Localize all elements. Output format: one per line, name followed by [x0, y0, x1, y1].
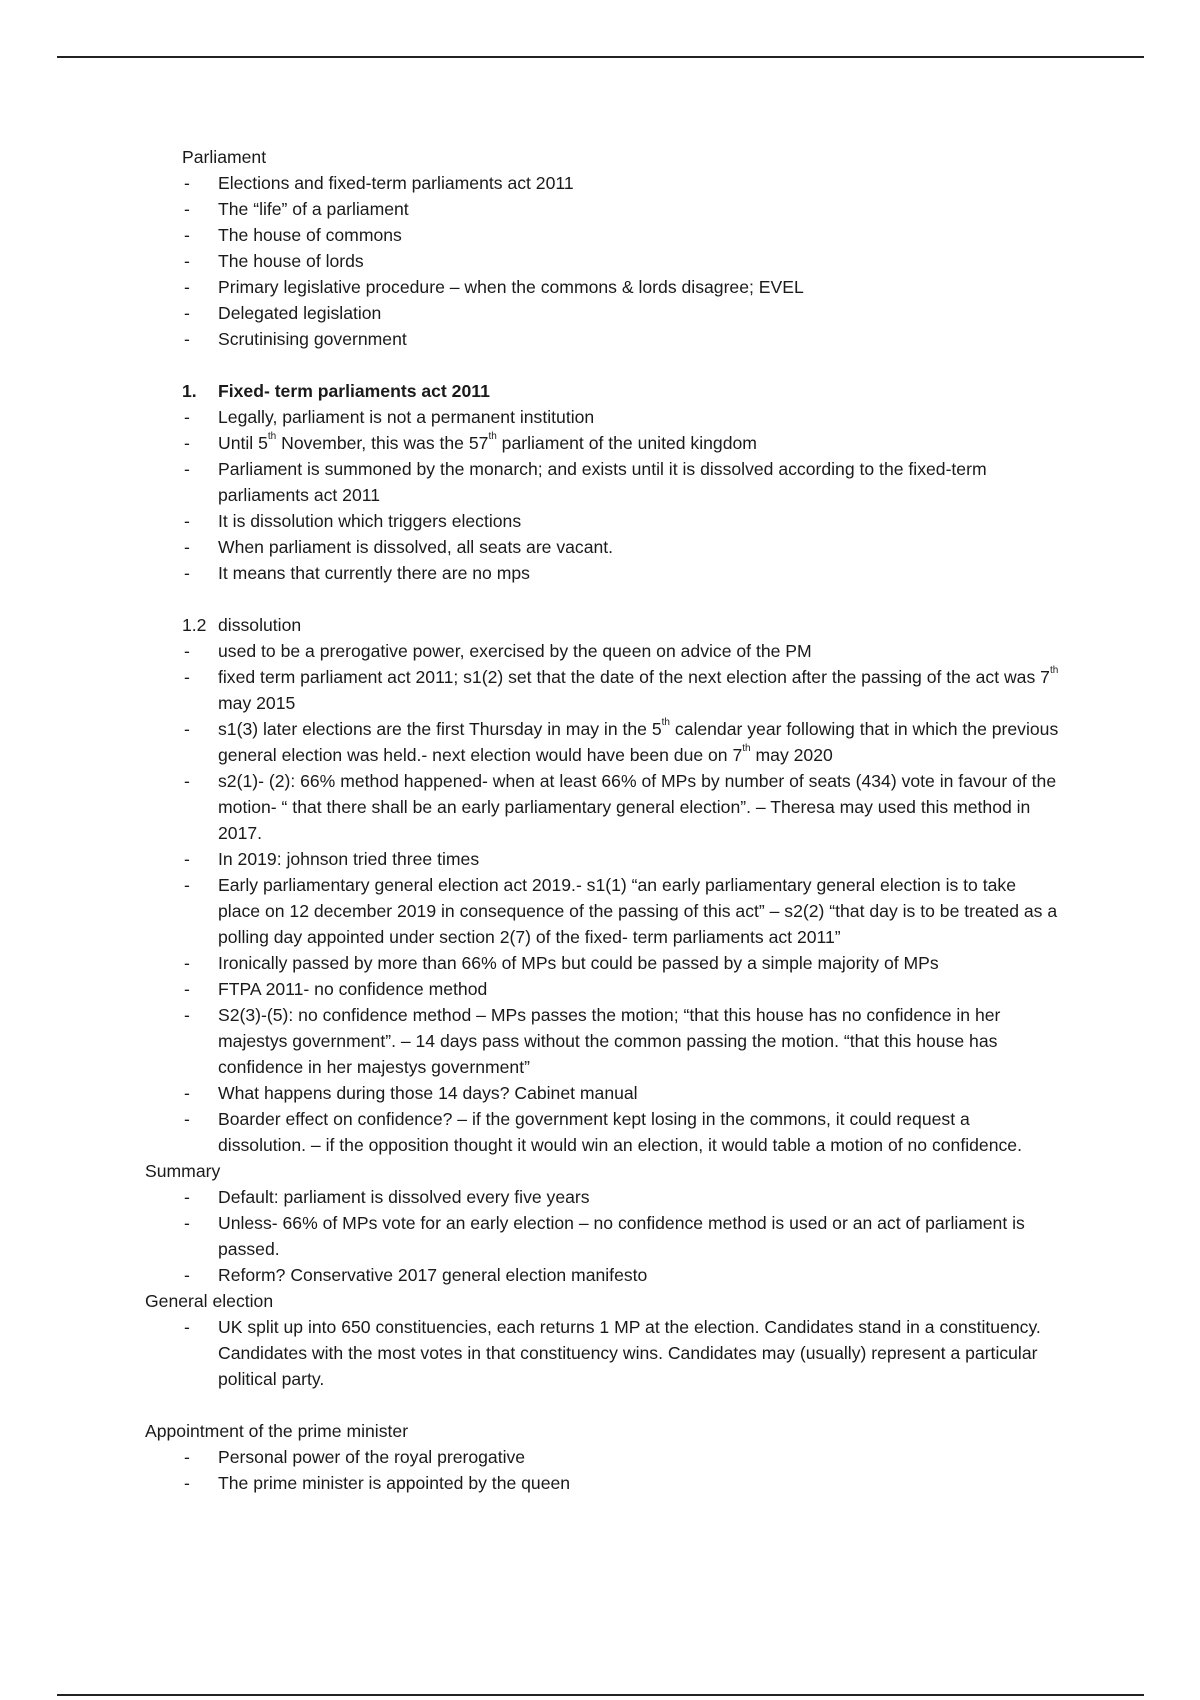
outline-title: Parliament: [182, 147, 267, 167]
list-item: - UK split up into 650 constituencies, each returns 1 MP at the election. Candidates stand in a constituency. Candidates with the most votes in that constituency wins. Candidates may (usually) represent a particular political party.: [0, 1314, 1200, 1392]
list-item: - What happens during those 14 days? Cabinet manual: [0, 1080, 1200, 1106]
general-election-list: [0, 1314, 1200, 1392]
summary-heading: Summary: [145, 1161, 221, 1181]
list-item: - In 2019: johnson tried three times: [0, 846, 1200, 872]
bottom-rule: [57, 1694, 1144, 1696]
bullet-dash: -: [184, 1473, 190, 1493]
list-item: - Primary legislative procedure – when the commons & lords disagree; EVEL: [0, 274, 1200, 300]
summary-list: [0, 1184, 1200, 1288]
bullet-dash: -: [184, 875, 190, 895]
outline-list: [0, 170, 1200, 352]
list-item: - Personal power of the royal prerogative: [0, 1444, 1200, 1470]
bullet-dash: -: [184, 459, 190, 479]
list-item: - The prime minister is appointed by the queen: [0, 1470, 1200, 1496]
list-item: - The house of commons: [0, 222, 1200, 248]
bullet-dash: -: [184, 563, 190, 583]
bullet-dash: -: [184, 1005, 190, 1025]
list-item: - used to be a prerogative power, exercised by the queen on advice of the PM: [0, 638, 1200, 664]
list-item: - When parliament is dissolved, all seats are vacant.: [0, 534, 1200, 560]
general-election-heading: General election: [145, 1291, 274, 1311]
list-item: - The “life” of a parliament: [0, 196, 1200, 222]
bullet-dash: -: [184, 537, 190, 557]
list-item: - Early parliamentary general election act 2019.- s1(1) “an early parliamentary general election is to take place on 12 december 2019 in consequence of the passing of this act” – s2(2) “that day is to be treated as a polling day appointed under section 2(7) of the fixed- term parliaments act 2011”: [0, 872, 1200, 950]
list-item: - fixed term parliament act 2011; s1(2) set that the date of the next election after the passing of the act was 7th may 2015: [184, 665, 1059, 713]
document-body: [0, 144, 1200, 1496]
bullet-dash: -: [184, 1187, 190, 1207]
list-item: - Elections and fixed-term parliaments act 2011: [0, 170, 1200, 196]
list-item: - S2(3)-(5): no confidence method – MPs passes the motion; “that this house has no confidence in her majestys government”. – 14 days pass without the common passing the motion. “that this house has confidence in her majestys government”: [0, 1002, 1200, 1080]
bullet-dash: -: [184, 1213, 190, 1233]
bullet-dash: -: [184, 433, 190, 453]
section-title: dissolution: [218, 615, 302, 635]
section-number: 1.: [182, 381, 197, 401]
bullet-dash: -: [184, 953, 190, 973]
section-1-2-heading: [182, 612, 1200, 638]
bullet-dash: -: [184, 771, 190, 791]
bullet-dash: -: [184, 1265, 190, 1285]
list-item: - Ironically passed by more than 66% of MPs but could be passed by a simple majority of MPs: [0, 950, 1200, 976]
bullet-dash: -: [184, 979, 190, 999]
list-item: - s1(3) later elections are the first Thursday in may in the 5th calendar year following that in which the previous general election was held.- next election would have been due on 7th may 2020: [184, 717, 1059, 765]
list-item: - s2(1)- (2): 66% method happened- when at least 66% of MPs by number of seats (434) vote in favour of the motion- “ that there shall be an early parliamentary general election”. – Theresa may used this method in 2017.: [0, 768, 1200, 846]
list-item: - Delegated legislation: [0, 300, 1200, 326]
section-1-list: [0, 404, 1200, 586]
list-item: - Unless- 66% of MPs vote for an early election – no confidence method is used or an act of parliament is passed.: [0, 1210, 1200, 1262]
bullet-dash: -: [184, 1447, 190, 1467]
list-item: - Default: parliament is dissolved every five years: [0, 1184, 1200, 1210]
list-item: - FTPA 2011- no confidence method: [0, 976, 1200, 1002]
list-item: - Reform? Conservative 2017 general election manifesto: [0, 1262, 1200, 1288]
bullet-dash: -: [184, 511, 190, 531]
bullet-dash: -: [184, 329, 190, 349]
list-item: - Until 5th November, this was the 57th parliament of the united kingdom: [0, 430, 1200, 456]
section-1-heading: [182, 378, 1200, 404]
section-1-2-list: [0, 638, 1200, 1158]
list-item: - Legally, parliament is not a permanent institution: [0, 404, 1200, 430]
list-item: - The house of lords: [0, 248, 1200, 274]
bullet-dash: -: [184, 719, 190, 739]
bullet-dash: -: [184, 1109, 190, 1129]
bullet-dash: -: [184, 1083, 190, 1103]
appointment-heading: Appointment of the prime minister: [145, 1421, 409, 1441]
list-item: - Scrutinising government: [0, 326, 1200, 352]
bullet-dash: -: [184, 641, 190, 661]
bullet-dash: -: [184, 667, 190, 687]
section-number: 1.2: [182, 615, 207, 635]
appointment-list: [0, 1444, 1200, 1496]
list-item: - Boarder effect on confidence? – if the government kept losing in the commons, it could request a dissolution. – if the opposition thought it would win an election, it would table a motion of no confidence.: [0, 1106, 1200, 1158]
bullet-dash: -: [184, 277, 190, 297]
bullet-dash: -: [184, 251, 190, 271]
bullet-dash: -: [184, 303, 190, 323]
list-item: - It is dissolution which triggers elections: [0, 508, 1200, 534]
bullet-dash: -: [184, 849, 190, 869]
list-item: - Parliament is summoned by the monarch; and exists until it is dissolved according to the fixed-term parliaments act 2011: [0, 456, 1200, 508]
bullet-dash: -: [184, 199, 190, 219]
top-rule: [57, 56, 1144, 58]
bullet-dash: -: [184, 1317, 190, 1337]
bullet-dash: -: [184, 407, 190, 427]
section-title: Fixed- term parliaments act 2011: [218, 381, 490, 401]
bullet-dash: -: [184, 225, 190, 245]
bullet-dash: -: [184, 173, 190, 193]
list-item: - It means that currently there are no mps: [0, 560, 1200, 586]
